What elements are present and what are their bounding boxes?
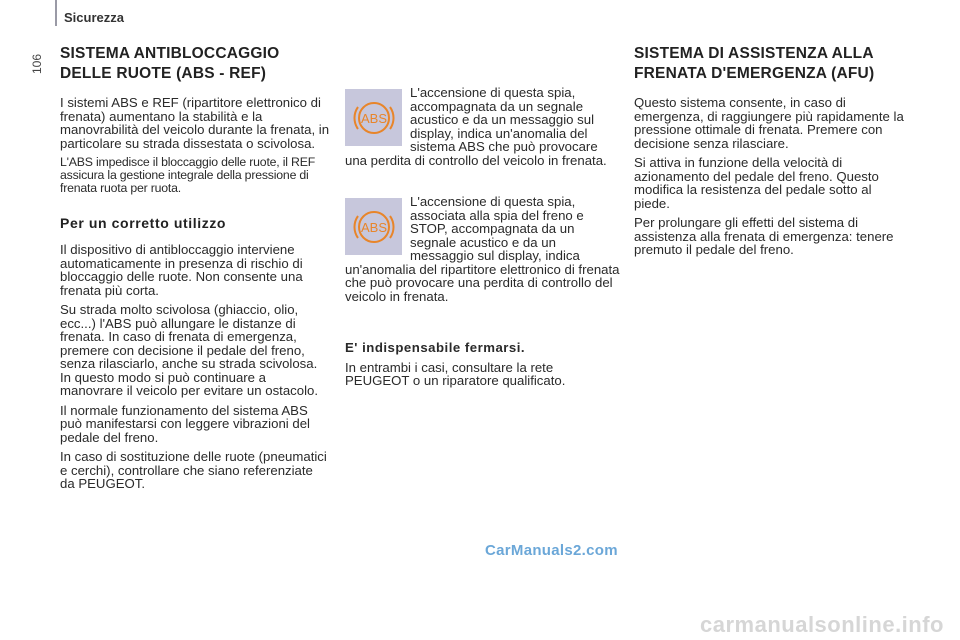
- correct-use-title: Per un corretto utilizzo: [60, 215, 227, 231]
- correct-use-p2: Su strada molto scivolosa (ghiaccio, olio, ecc...) l'ABS può allungare le distanze di frenata. In caso di frenata di emergenza, premere con decisione il pedale del freno, senza rilasciarlo, anche su strada scivolosa. In questo modo si può continuare a manovrare il veicolo per evitare un ostacolo.: [60, 302, 319, 398]
- afu-p1: Questo sistema consente, in caso di emergenza, di raggiungere più rapidamente la pressione ottimale di frenata. Premere con decisione senza rilasciare.: [634, 95, 904, 151]
- header-rule: [55, 0, 57, 26]
- abs-warning-block: [345, 86, 620, 167]
- afu-p2: Si attiva in funzione della velocità di azionamento del pedale del freno. Questo modifica la resistenza del pedale sotto al piede.: [634, 155, 879, 211]
- abs-lamp-icon: [351, 95, 397, 141]
- ref-warning-block: [345, 195, 620, 303]
- afu-title: SISTEMA DI ASSISTENZA ALLA FRENATA D'EMERGENZA (AFU): [634, 45, 875, 82]
- warnings-column: [345, 86, 620, 394]
- abs-lamp-icon: [351, 204, 397, 250]
- correct-use-p4: In caso di sostituzione delle ruote (pneumatici e cerchi), controllare che siano referenziate da PEUGEOT.: [60, 449, 327, 491]
- abs-warning-icon: [345, 89, 402, 146]
- carmanualsonline-watermark: carmanualsonline.info: [700, 612, 944, 637]
- abs-column: [60, 44, 330, 497]
- ref-warning-icon: [345, 198, 402, 255]
- stop-text: In entrambi i casi, consultare la rete PEUGEOT o un riparatore qualificato.: [345, 359, 566, 388]
- abs-intro-p2: L'ABS impedisce il bloccaggio delle ruote, il REF assicura la gestione integrale della pressione di frenata ruota per ruota.: [60, 155, 316, 195]
- page-number: 106: [30, 53, 44, 74]
- abs-intro-p1: I sistemi ABS e REF (ripartitore elettronico di frenata) aumentano la stabilità e la manovrabilità del veicolo durante la frenata, in particolare su strada dissestata o scivolosa.: [60, 95, 330, 151]
- section-label: Sicurezza: [64, 10, 124, 25]
- correct-use-p3: Il normale funzionamento del sistema ABS può manifestarsi con leggere vibrazioni del pedale del freno.: [60, 402, 310, 445]
- correct-use-p1: Il dispositivo di antibloccaggio interviene automaticamente in presenza di rischio di bloccaggio delle ruote. Non consente una frenata più corta.: [60, 242, 303, 298]
- abs-title: SISTEMA ANTIBLOCCAGGIO DELLE RUOTE (ABS - REF): [60, 45, 280, 82]
- afu-column: [634, 44, 904, 263]
- afu-p3: Per prolungare gli effetti del sistema di assistenza alla frenata di emergenza: tenere premuto il pedale del freno.: [634, 215, 894, 257]
- ref-warning-text: L'accensione di questa spia, associata alla spia del freno e STOP, accompagnata da un segnale acustico e da un messaggio sul display, indica un'anomalia del ripartitore elettronico di frenata che può provocare una perdita di controllo del veicolo in frenata.: [345, 194, 620, 304]
- svg-text:ABS: ABS: [360, 219, 387, 235]
- abs-warning-text: L'accensione di questa spia, accompagnata da un segnale acustico e da un messaggio sul display, indica un'anomalia del sistema ABS che può provocare una perdita di controllo del veicolo in frenata.: [345, 85, 607, 168]
- carmanuals2-watermark[interactable]: CarManuals2.com: [485, 542, 618, 559]
- svg-text:ABS: ABS: [360, 110, 387, 126]
- stop-title: E' indispensabile fermarsi.: [345, 340, 526, 355]
